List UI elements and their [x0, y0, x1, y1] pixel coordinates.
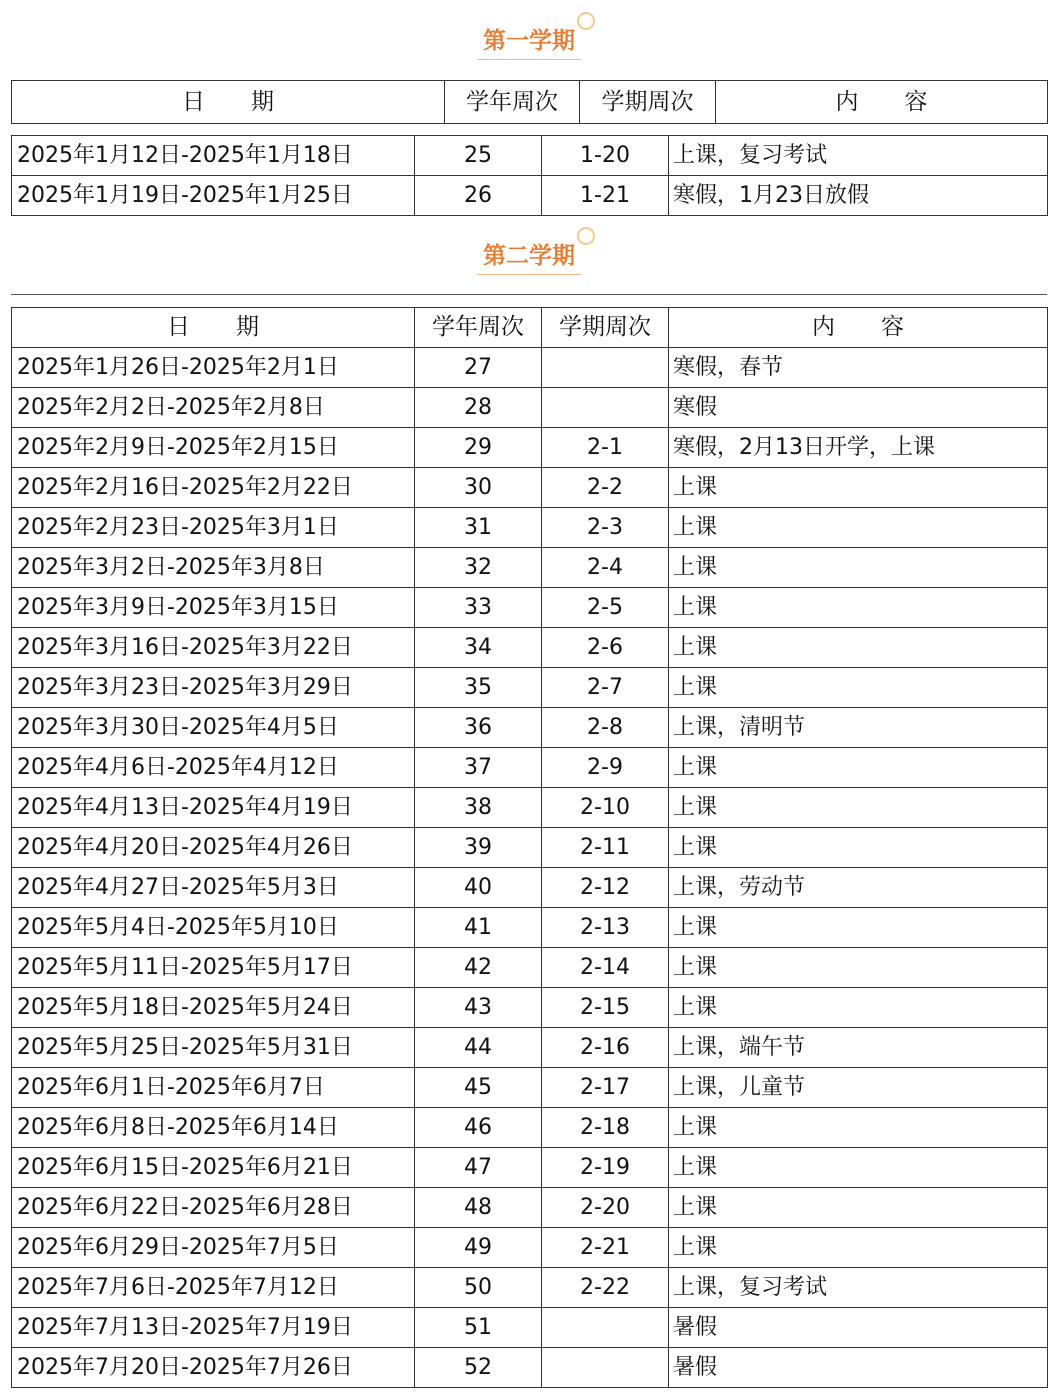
year-week-cell: 27 — [415, 348, 542, 388]
table-row — [12, 988, 1048, 1028]
date-cell: 2025年3月16日-2025年3月22日 — [12, 628, 415, 668]
semester1-table-body — [12, 136, 1048, 216]
date-cell: 2025年6月1日-2025年6月7日 — [12, 1068, 415, 1108]
table-row — [12, 1348, 1048, 1388]
content-cell: 寒假，2月13日开学，上课 — [669, 428, 1048, 468]
table-row — [12, 508, 1048, 548]
date-cell: 2025年3月9日-2025年3月15日 — [12, 588, 415, 628]
date-cell: 2025年7月13日-2025年7月19日 — [12, 1308, 415, 1348]
year-week-cell: 32 — [415, 548, 542, 588]
content-cell: 上课 — [669, 788, 1048, 828]
date-cell: 2025年6月15日-2025年6月21日 — [12, 1148, 415, 1188]
header-term-week: 学期周次 — [542, 308, 669, 348]
date-cell: 2025年2月23日-2025年3月1日 — [12, 508, 415, 548]
date-cell: 2025年4月27日-2025年5月3日 — [12, 868, 415, 908]
semester2-title-block — [0, 241, 1058, 275]
term-week-cell — [542, 1348, 669, 1388]
term-week-cell: 2-17 — [542, 1068, 669, 1108]
semester2-separator — [11, 294, 1047, 295]
term-week-cell: 2-21 — [542, 1228, 669, 1268]
content-cell: 上课 — [669, 948, 1048, 988]
table-row — [12, 788, 1048, 828]
date-cell: 2025年6月22日-2025年6月28日 — [12, 1188, 415, 1228]
date-cell: 2025年3月23日-2025年3月29日 — [12, 668, 415, 708]
term-week-cell: 2-14 — [542, 948, 669, 988]
semester1-header-row — [12, 81, 1048, 124]
date-cell: 2025年6月29日-2025年7月5日 — [12, 1228, 415, 1268]
year-week-cell: 51 — [415, 1308, 542, 1348]
table-row — [12, 388, 1048, 428]
term-week-cell: 2-4 — [542, 548, 669, 588]
term-week-cell — [542, 388, 669, 428]
content-cell: 上课 — [669, 548, 1048, 588]
term-week-cell: 1-21 — [542, 176, 669, 216]
year-week-cell: 34 — [415, 628, 542, 668]
term-week-cell — [542, 348, 669, 388]
table-row — [12, 1188, 1048, 1228]
table-row — [12, 468, 1048, 508]
term-week-cell: 2-16 — [542, 1028, 669, 1068]
year-week-cell: 49 — [415, 1228, 542, 1268]
year-week-cell: 39 — [415, 828, 542, 868]
content-cell: 上课 — [669, 1148, 1048, 1188]
decorative-ring-icon — [577, 227, 595, 245]
year-week-cell: 43 — [415, 988, 542, 1028]
content-cell: 上课，复习考试 — [669, 136, 1048, 176]
year-week-cell: 50 — [415, 1268, 542, 1308]
date-cell: 2025年5月11日-2025年5月17日 — [12, 948, 415, 988]
table-row — [12, 948, 1048, 988]
date-cell: 2025年6月8日-2025年6月14日 — [12, 1108, 415, 1148]
content-cell: 寒假 — [669, 388, 1048, 428]
content-cell: 暑假 — [669, 1308, 1048, 1348]
content-cell: 上课，端午节 — [669, 1028, 1048, 1068]
table-row — [12, 588, 1048, 628]
content-cell: 上课 — [669, 628, 1048, 668]
content-cell: 上课 — [669, 588, 1048, 628]
semester2-header-row — [12, 308, 1048, 348]
semester2-title-text: 第二学期 — [483, 243, 575, 269]
date-cell: 2025年4月13日-2025年4月19日 — [12, 788, 415, 828]
table-row — [12, 548, 1048, 588]
year-week-cell: 52 — [415, 1348, 542, 1388]
year-week-cell: 46 — [415, 1108, 542, 1148]
table-row — [12, 136, 1048, 176]
table-row — [12, 1268, 1048, 1308]
semester2-title — [477, 241, 581, 275]
date-cell: 2025年1月19日-2025年1月25日 — [12, 176, 415, 216]
content-cell: 上课，复习考试 — [669, 1268, 1048, 1308]
semester2-table — [11, 307, 1048, 1388]
year-week-cell: 45 — [415, 1068, 542, 1108]
date-cell: 2025年1月26日-2025年2月1日 — [12, 348, 415, 388]
table-row — [12, 1028, 1048, 1068]
content-cell: 上课，儿童节 — [669, 1068, 1048, 1108]
table-row — [12, 176, 1048, 216]
term-week-cell: 2-18 — [542, 1108, 669, 1148]
date-cell: 2025年4月6日-2025年4月12日 — [12, 748, 415, 788]
date-cell: 2025年1月12日-2025年1月18日 — [12, 136, 415, 176]
year-week-cell: 47 — [415, 1148, 542, 1188]
term-week-cell: 2-1 — [542, 428, 669, 468]
table-row — [12, 1228, 1048, 1268]
year-week-cell: 31 — [415, 508, 542, 548]
table-row — [12, 1068, 1048, 1108]
date-cell: 2025年2月9日-2025年2月15日 — [12, 428, 415, 468]
date-cell: 2025年3月2日-2025年3月8日 — [12, 548, 415, 588]
year-week-cell: 25 — [415, 136, 542, 176]
year-week-cell: 37 — [415, 748, 542, 788]
date-cell: 2025年5月25日-2025年5月31日 — [12, 1028, 415, 1068]
term-week-cell: 1-20 — [542, 136, 669, 176]
year-week-cell: 44 — [415, 1028, 542, 1068]
content-cell: 上课 — [669, 988, 1048, 1028]
term-week-cell: 2-5 — [542, 588, 669, 628]
content-cell: 上课 — [669, 748, 1048, 788]
semester2-table-body — [12, 348, 1048, 1388]
content-cell: 暑假 — [669, 1348, 1048, 1388]
content-cell: 上课 — [669, 828, 1048, 868]
term-week-cell: 2-3 — [542, 508, 669, 548]
content-cell: 上课 — [669, 1188, 1048, 1228]
semester1-title-text: 第一学期 — [483, 28, 575, 54]
header-date: 日 期 — [12, 308, 415, 348]
date-cell: 2025年5月4日-2025年5月10日 — [12, 908, 415, 948]
table-row — [12, 428, 1048, 468]
content-cell: 上课 — [669, 908, 1048, 948]
term-week-cell: 2-2 — [542, 468, 669, 508]
header-content: 内 容 — [669, 308, 1048, 348]
date-cell: 2025年4月20日-2025年4月26日 — [12, 828, 415, 868]
date-cell: 2025年2月2日-2025年2月8日 — [12, 388, 415, 428]
date-cell: 2025年3月30日-2025年4月5日 — [12, 708, 415, 748]
semester1-title — [477, 26, 581, 60]
header-content: 内 容 — [716, 81, 1048, 124]
table-row — [12, 1108, 1048, 1148]
content-cell: 上课 — [669, 508, 1048, 548]
header-term-week: 学期周次 — [580, 81, 716, 124]
year-week-cell: 30 — [415, 468, 542, 508]
year-week-cell: 40 — [415, 868, 542, 908]
year-week-cell: 35 — [415, 668, 542, 708]
semester1-title-block — [0, 26, 1058, 60]
date-cell: 2025年7月6日-2025年7月12日 — [12, 1268, 415, 1308]
term-week-cell: 2-10 — [542, 788, 669, 828]
year-week-cell: 26 — [415, 176, 542, 216]
decorative-ring-icon — [577, 12, 595, 30]
content-cell: 寒假，1月23日放假 — [669, 176, 1048, 216]
year-week-cell: 41 — [415, 908, 542, 948]
year-week-cell: 28 — [415, 388, 542, 428]
content-cell: 上课 — [669, 1228, 1048, 1268]
table-row — [12, 348, 1048, 388]
content-cell: 寒假，春节 — [669, 348, 1048, 388]
content-cell: 上课 — [669, 1108, 1048, 1148]
semester1-header-table — [11, 80, 1048, 124]
table-row — [12, 668, 1048, 708]
table-row — [12, 628, 1048, 668]
term-week-cell: 2-20 — [542, 1188, 669, 1228]
year-week-cell: 38 — [415, 788, 542, 828]
content-cell: 上课，清明节 — [669, 708, 1048, 748]
term-week-cell — [542, 1308, 669, 1348]
term-week-cell: 2-7 — [542, 668, 669, 708]
term-week-cell: 2-6 — [542, 628, 669, 668]
table-row — [12, 1148, 1048, 1188]
table-row — [12, 748, 1048, 788]
header-year-week: 学年周次 — [445, 81, 580, 124]
term-week-cell: 2-9 — [542, 748, 669, 788]
content-cell: 上课 — [669, 668, 1048, 708]
semester1-table — [11, 135, 1048, 216]
date-cell: 2025年2月16日-2025年2月22日 — [12, 468, 415, 508]
table-row — [12, 1308, 1048, 1348]
content-cell: 上课 — [669, 468, 1048, 508]
year-week-cell: 36 — [415, 708, 542, 748]
table-row — [12, 708, 1048, 748]
term-week-cell: 2-19 — [542, 1148, 669, 1188]
year-week-cell: 42 — [415, 948, 542, 988]
term-week-cell: 2-22 — [542, 1268, 669, 1308]
table-row — [12, 908, 1048, 948]
term-week-cell: 2-8 — [542, 708, 669, 748]
header-year-week: 学年周次 — [415, 308, 542, 348]
date-cell: 2025年7月20日-2025年7月26日 — [12, 1348, 415, 1388]
table-row — [12, 828, 1048, 868]
year-week-cell: 29 — [415, 428, 542, 468]
term-week-cell: 2-13 — [542, 908, 669, 948]
term-week-cell: 2-15 — [542, 988, 669, 1028]
table-row — [12, 868, 1048, 908]
header-date: 日 期 — [12, 81, 445, 124]
year-week-cell: 33 — [415, 588, 542, 628]
term-week-cell: 2-11 — [542, 828, 669, 868]
content-cell: 上课，劳动节 — [669, 868, 1048, 908]
term-week-cell: 2-12 — [542, 868, 669, 908]
year-week-cell: 48 — [415, 1188, 542, 1228]
date-cell: 2025年5月18日-2025年5月24日 — [12, 988, 415, 1028]
